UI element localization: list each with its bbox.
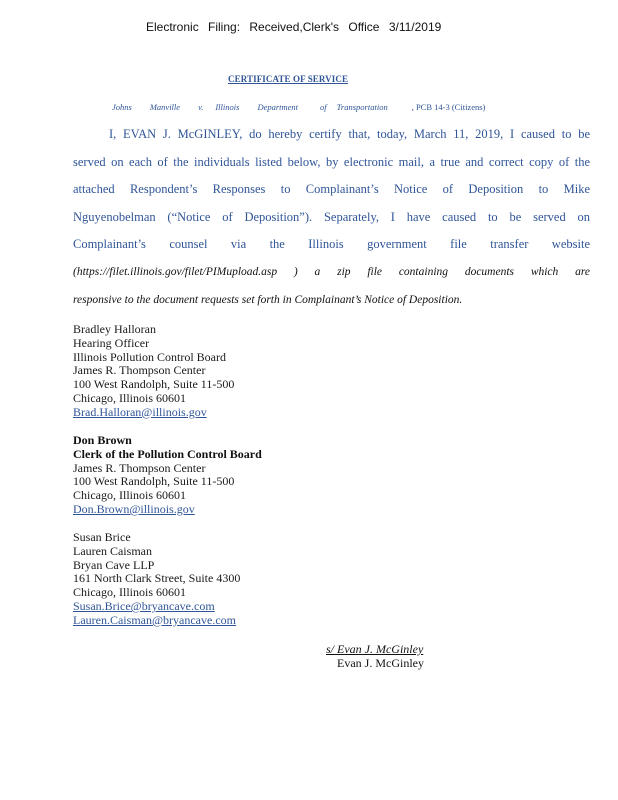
certificate-body: [73, 121, 590, 314]
signature-block: [326, 643, 424, 671]
recipient-line: Hearing Officer: [73, 335, 150, 350]
recipient-line: Bradley Halloran: [73, 322, 156, 336]
caption-party2c: Transportation: [336, 102, 388, 112]
caption-v: v.: [198, 102, 204, 112]
body-italic-line: responsive to the document requests set forth in Complainant’s Notice of Deposition.: [73, 293, 463, 306]
recipient-line: Susan Brice: [73, 530, 131, 544]
body-line: served on each of the individuals listed below, by electronic mail, a true and correct copy of the: [73, 154, 590, 169]
recipient-line: James R. Thompson Center: [73, 363, 206, 378]
email-link[interactable]: Susan.Brice@bryancave.com: [73, 598, 215, 613]
recipient-line: 161 North Clark Street, Suite 4300: [73, 571, 241, 586]
body-line: I, EVAN J. McGINLEY, do hereby certify that, today, March 11, 2019, I caused to be: [109, 127, 590, 141]
email-link[interactable]: Lauren.Caisman@bryancave.com: [73, 612, 236, 627]
recipient-line: 100 West Randolph, Suite 11-500: [73, 474, 235, 489]
caption-party1: Johns: [112, 102, 132, 112]
body-line: Complainant’s counsel via the Illinois government file transfer website: [73, 237, 590, 252]
recipient-brown: [73, 434, 262, 517]
caption-party1b: Manville: [149, 102, 181, 112]
recipient-line: James R. Thompson Center: [73, 460, 206, 475]
filing-header: Electronic Filing: Received,Clerk's Office 3/11/2019: [146, 20, 442, 34]
case-caption: [112, 102, 485, 112]
recipient-title: Clerk of the Pollution Control Board: [73, 446, 262, 461]
body-line: Nguyenobelman (“Notice of Deposition”). Separately, I have caused to be served on: [73, 209, 590, 224]
caption-party2: Illinois: [215, 102, 240, 112]
recipient-line: Chicago, Illinois 60601: [73, 585, 186, 600]
recipient-line: Chicago, Illinois 60601: [73, 488, 186, 503]
recipient-line: 100 West Randolph, Suite 11-500: [73, 377, 235, 392]
certificate-title: CERTIFICATE OF SERVICE: [228, 74, 349, 84]
body-italic-line: (https://filet.illinois.gov/filet/PIMupload.asp ) a zip file containing documents which are: [73, 265, 590, 278]
recipient-bryan-cave: [73, 531, 240, 628]
signer-name: Evan J. McGinley: [337, 655, 424, 670]
recipient-line: Bryan Cave LLP: [73, 557, 155, 572]
recipient-line: Chicago, Illinois 60601: [73, 390, 186, 405]
caption-party2b: Department: [257, 102, 299, 112]
recipient-line: Illinois Pollution Control Board: [73, 349, 227, 364]
email-link[interactable]: Brad.Halloran@illinois.gov: [73, 404, 207, 419]
caption-of: of: [320, 102, 327, 112]
caption-case: , PCB 14-3 (Citizens): [411, 102, 486, 112]
recipient-name: Don Brown: [73, 433, 132, 447]
email-link[interactable]: Don.Brown@illinois.gov: [73, 501, 195, 516]
body-line: attached Respondent’s Responses to Complainant’s Notice of Deposition to Mike: [73, 182, 590, 197]
recipient-halloran: [73, 323, 234, 420]
signature-line: s/ Evan J. McGinley: [326, 642, 424, 656]
recipient-line: Lauren Caisman: [73, 543, 152, 558]
